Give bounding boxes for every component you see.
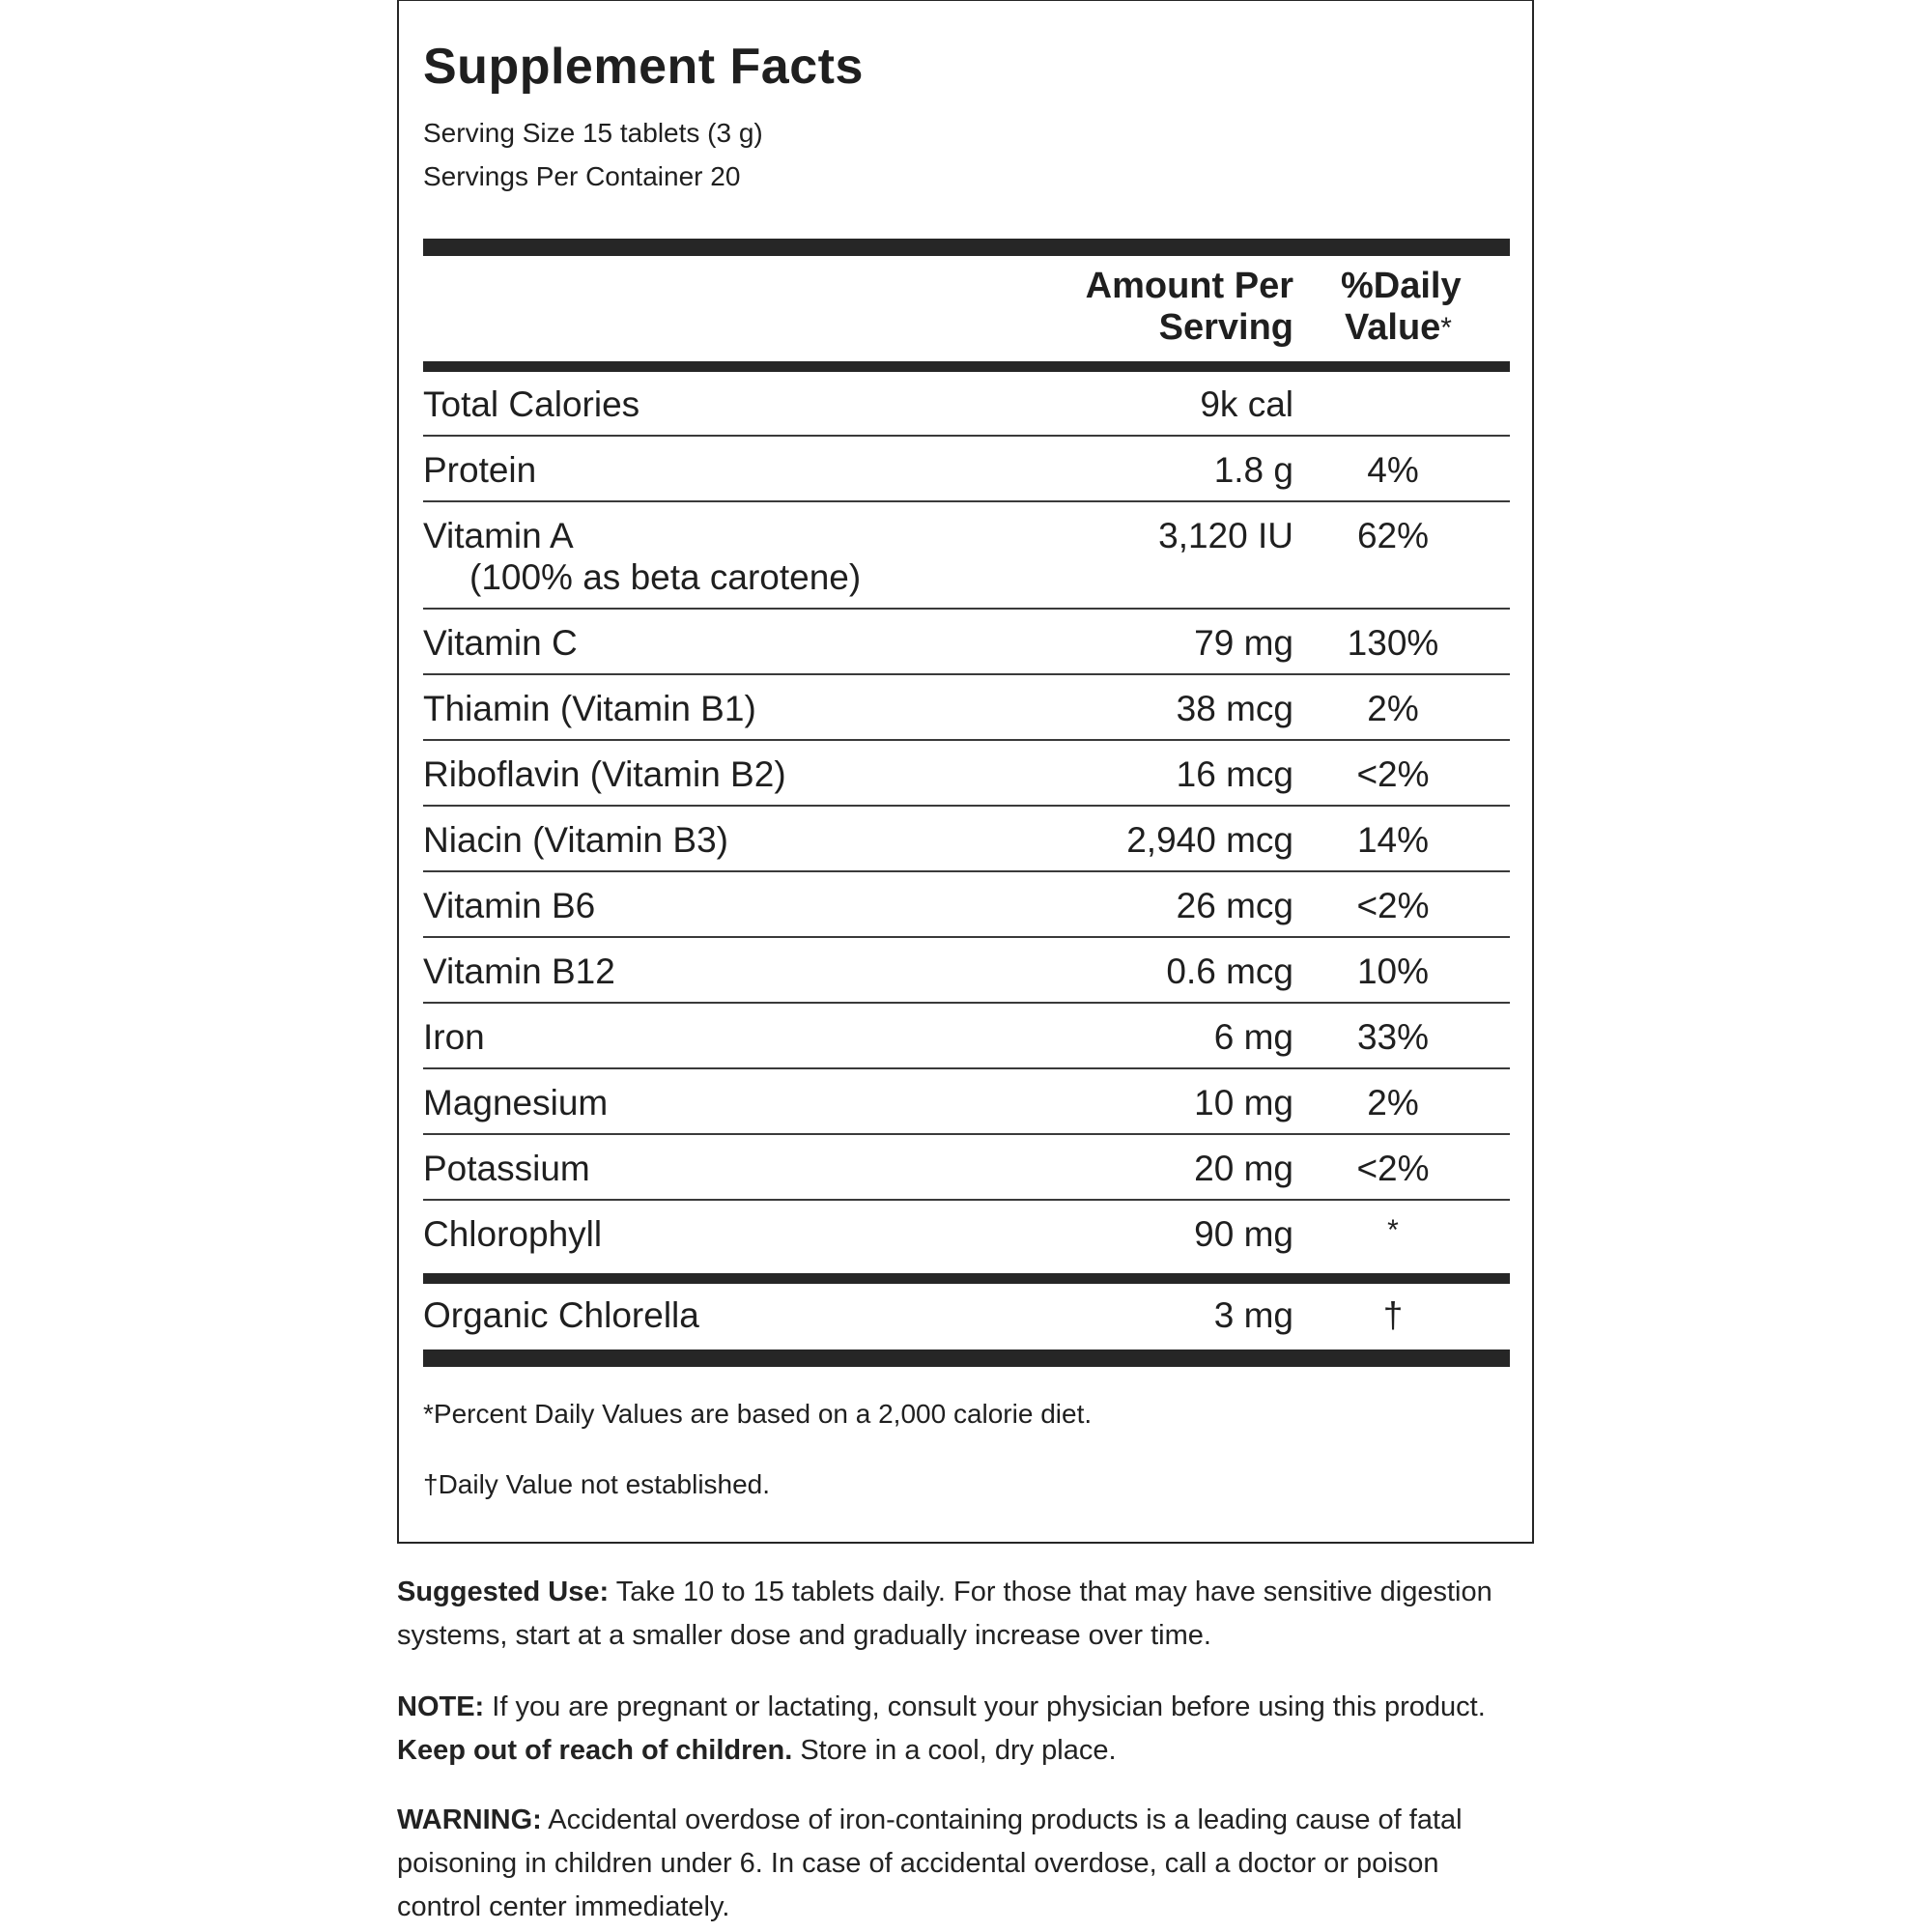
nutrient-daily-value: † xyxy=(1382,1295,1404,1335)
nutrient-amount: 6 mg xyxy=(1213,1017,1293,1057)
suggested-use-paragraph xyxy=(397,1571,1527,1658)
nutrient-name: Vitamin C xyxy=(423,623,578,663)
nutrient-daily-value: 4% xyxy=(1367,450,1419,490)
nutrient-daily-value: 2% xyxy=(1367,689,1419,728)
nutrient-amount: 16 mcg xyxy=(1176,754,1293,794)
panel-title: Supplement Facts xyxy=(423,39,864,95)
bottom-thick-rule xyxy=(423,1350,1510,1367)
nutrient-daily-value: * xyxy=(1387,1214,1399,1246)
footnote-dagger: †Daily Value not established. xyxy=(423,1469,771,1499)
row-separator xyxy=(423,936,1510,938)
supplement-facts-panel xyxy=(397,0,1534,1544)
nutrient-daily-value: <2% xyxy=(1356,886,1430,925)
note-text: If you are pregnant or lactating, consult your physician before using this product. xyxy=(484,1691,1486,1722)
nutrient-amount: 90 mg xyxy=(1194,1214,1293,1254)
daily-value-header xyxy=(1341,266,1462,349)
note-lead: NOTE: xyxy=(397,1691,485,1722)
footnote-percent: *Percent Daily Values are based on a 2,000 calorie diet. xyxy=(423,1399,1093,1429)
nutrient-daily-value: 10% xyxy=(1356,952,1430,991)
nutrient-amount: 38 mcg xyxy=(1176,689,1293,728)
row-separator xyxy=(423,1067,1510,1069)
nutrient-amount: 9k cal xyxy=(1200,384,1293,424)
nutrient-name: Niacin (Vitamin B3) xyxy=(423,820,728,860)
row-separator xyxy=(423,1199,1510,1201)
warning-lead: WARNING: xyxy=(397,1804,542,1835)
top-thick-rule xyxy=(423,239,1510,256)
dv-header-line1: %Daily xyxy=(1341,266,1462,306)
dv-header-line2: Value xyxy=(1345,307,1441,348)
nutrient-name: Vitamin B12 xyxy=(423,952,615,991)
nutrient-daily-value: 33% xyxy=(1356,1017,1430,1057)
nutrient-name: Iron xyxy=(423,1017,485,1057)
row-separator xyxy=(423,805,1510,807)
nutrient-amount: 20 mg xyxy=(1194,1149,1293,1188)
nutrient-daily-value: <2% xyxy=(1356,1149,1430,1188)
note-paragraph xyxy=(397,1686,1527,1773)
nutrient-amount: 2,940 mcg xyxy=(1126,820,1293,860)
suggested-use-lead: Suggested Use: xyxy=(397,1577,610,1607)
nutrient-subname: (100% as beta carotene) xyxy=(469,557,862,597)
nutrient-amount: 26 mcg xyxy=(1176,886,1293,925)
row-separator xyxy=(423,739,1510,741)
amount-per-serving-header xyxy=(1086,266,1293,349)
nutrient-amount: 3 mg xyxy=(1213,1295,1293,1335)
nutrient-daily-value: 130% xyxy=(1347,623,1439,663)
nutrient-name: Riboflavin (Vitamin B2) xyxy=(423,754,786,794)
servings-per-container: Servings Per Container 20 xyxy=(423,161,741,191)
warning-paragraph xyxy=(397,1799,1527,1929)
row-separator xyxy=(423,608,1510,610)
nutrient-name: Thiamin (Vitamin B1) xyxy=(423,689,756,728)
nutrient-name: Total Calories xyxy=(423,384,640,424)
nutrient-name: Magnesium xyxy=(423,1083,609,1122)
keep-out-text: Store in a cool, dry place. xyxy=(792,1735,1117,1766)
header-thick-rule xyxy=(423,361,1510,372)
nutrient-daily-value: 62% xyxy=(1356,516,1430,555)
nutrient-amount: 3,120 IU xyxy=(1158,516,1293,555)
keep-out-lead: Keep out of reach of children. xyxy=(397,1735,793,1766)
nutrient-amount: 79 mg xyxy=(1194,623,1293,663)
nutrient-daily-value: 2% xyxy=(1367,1083,1419,1122)
amount-header-line1: Amount Per xyxy=(1085,266,1293,306)
nutrient-amount: 1.8 g xyxy=(1213,450,1293,490)
dv-header-line2-wrap xyxy=(1341,307,1462,349)
serving-size: Serving Size 15 tablets (3 g) xyxy=(423,118,763,148)
nutrient-name: Potassium xyxy=(423,1149,590,1188)
row-separator xyxy=(423,1002,1510,1004)
nutrient-name: Chlorophyll xyxy=(423,1214,603,1254)
nutrient-name: Vitamin B6 xyxy=(423,886,596,925)
suggested-use-text: Take 10 to 15 tablets daily. For those that may have sensitive digestion systems, start at a smaller dose and gradually increase over time. xyxy=(397,1577,1492,1651)
nutrient-amount: 10 mg xyxy=(1194,1083,1293,1122)
row-separator xyxy=(423,500,1510,502)
amount-header-line2: Serving xyxy=(1158,307,1293,348)
nutrient-daily-value: 14% xyxy=(1356,820,1430,860)
dv-header-marker: * xyxy=(1440,312,1452,344)
nutrient-name: Protein xyxy=(423,450,537,490)
row-separator xyxy=(423,673,1510,675)
nutrient-daily-value: <2% xyxy=(1356,754,1430,794)
row-separator xyxy=(423,1133,1510,1135)
row-separator xyxy=(423,870,1510,872)
chlorella-thick-rule xyxy=(423,1273,1510,1284)
nutrient-name: Vitamin A xyxy=(423,516,574,555)
nutrient-name: Organic Chlorella xyxy=(423,1295,699,1335)
row-separator xyxy=(423,435,1510,437)
warning-text: Accidental overdose of iron-containing products is a leading cause of fatal poisoning in children under 6. In case of accidental overdose, call a doctor or poison control center immediately. xyxy=(397,1804,1463,1922)
nutrient-amount: 0.6 mcg xyxy=(1166,952,1293,991)
